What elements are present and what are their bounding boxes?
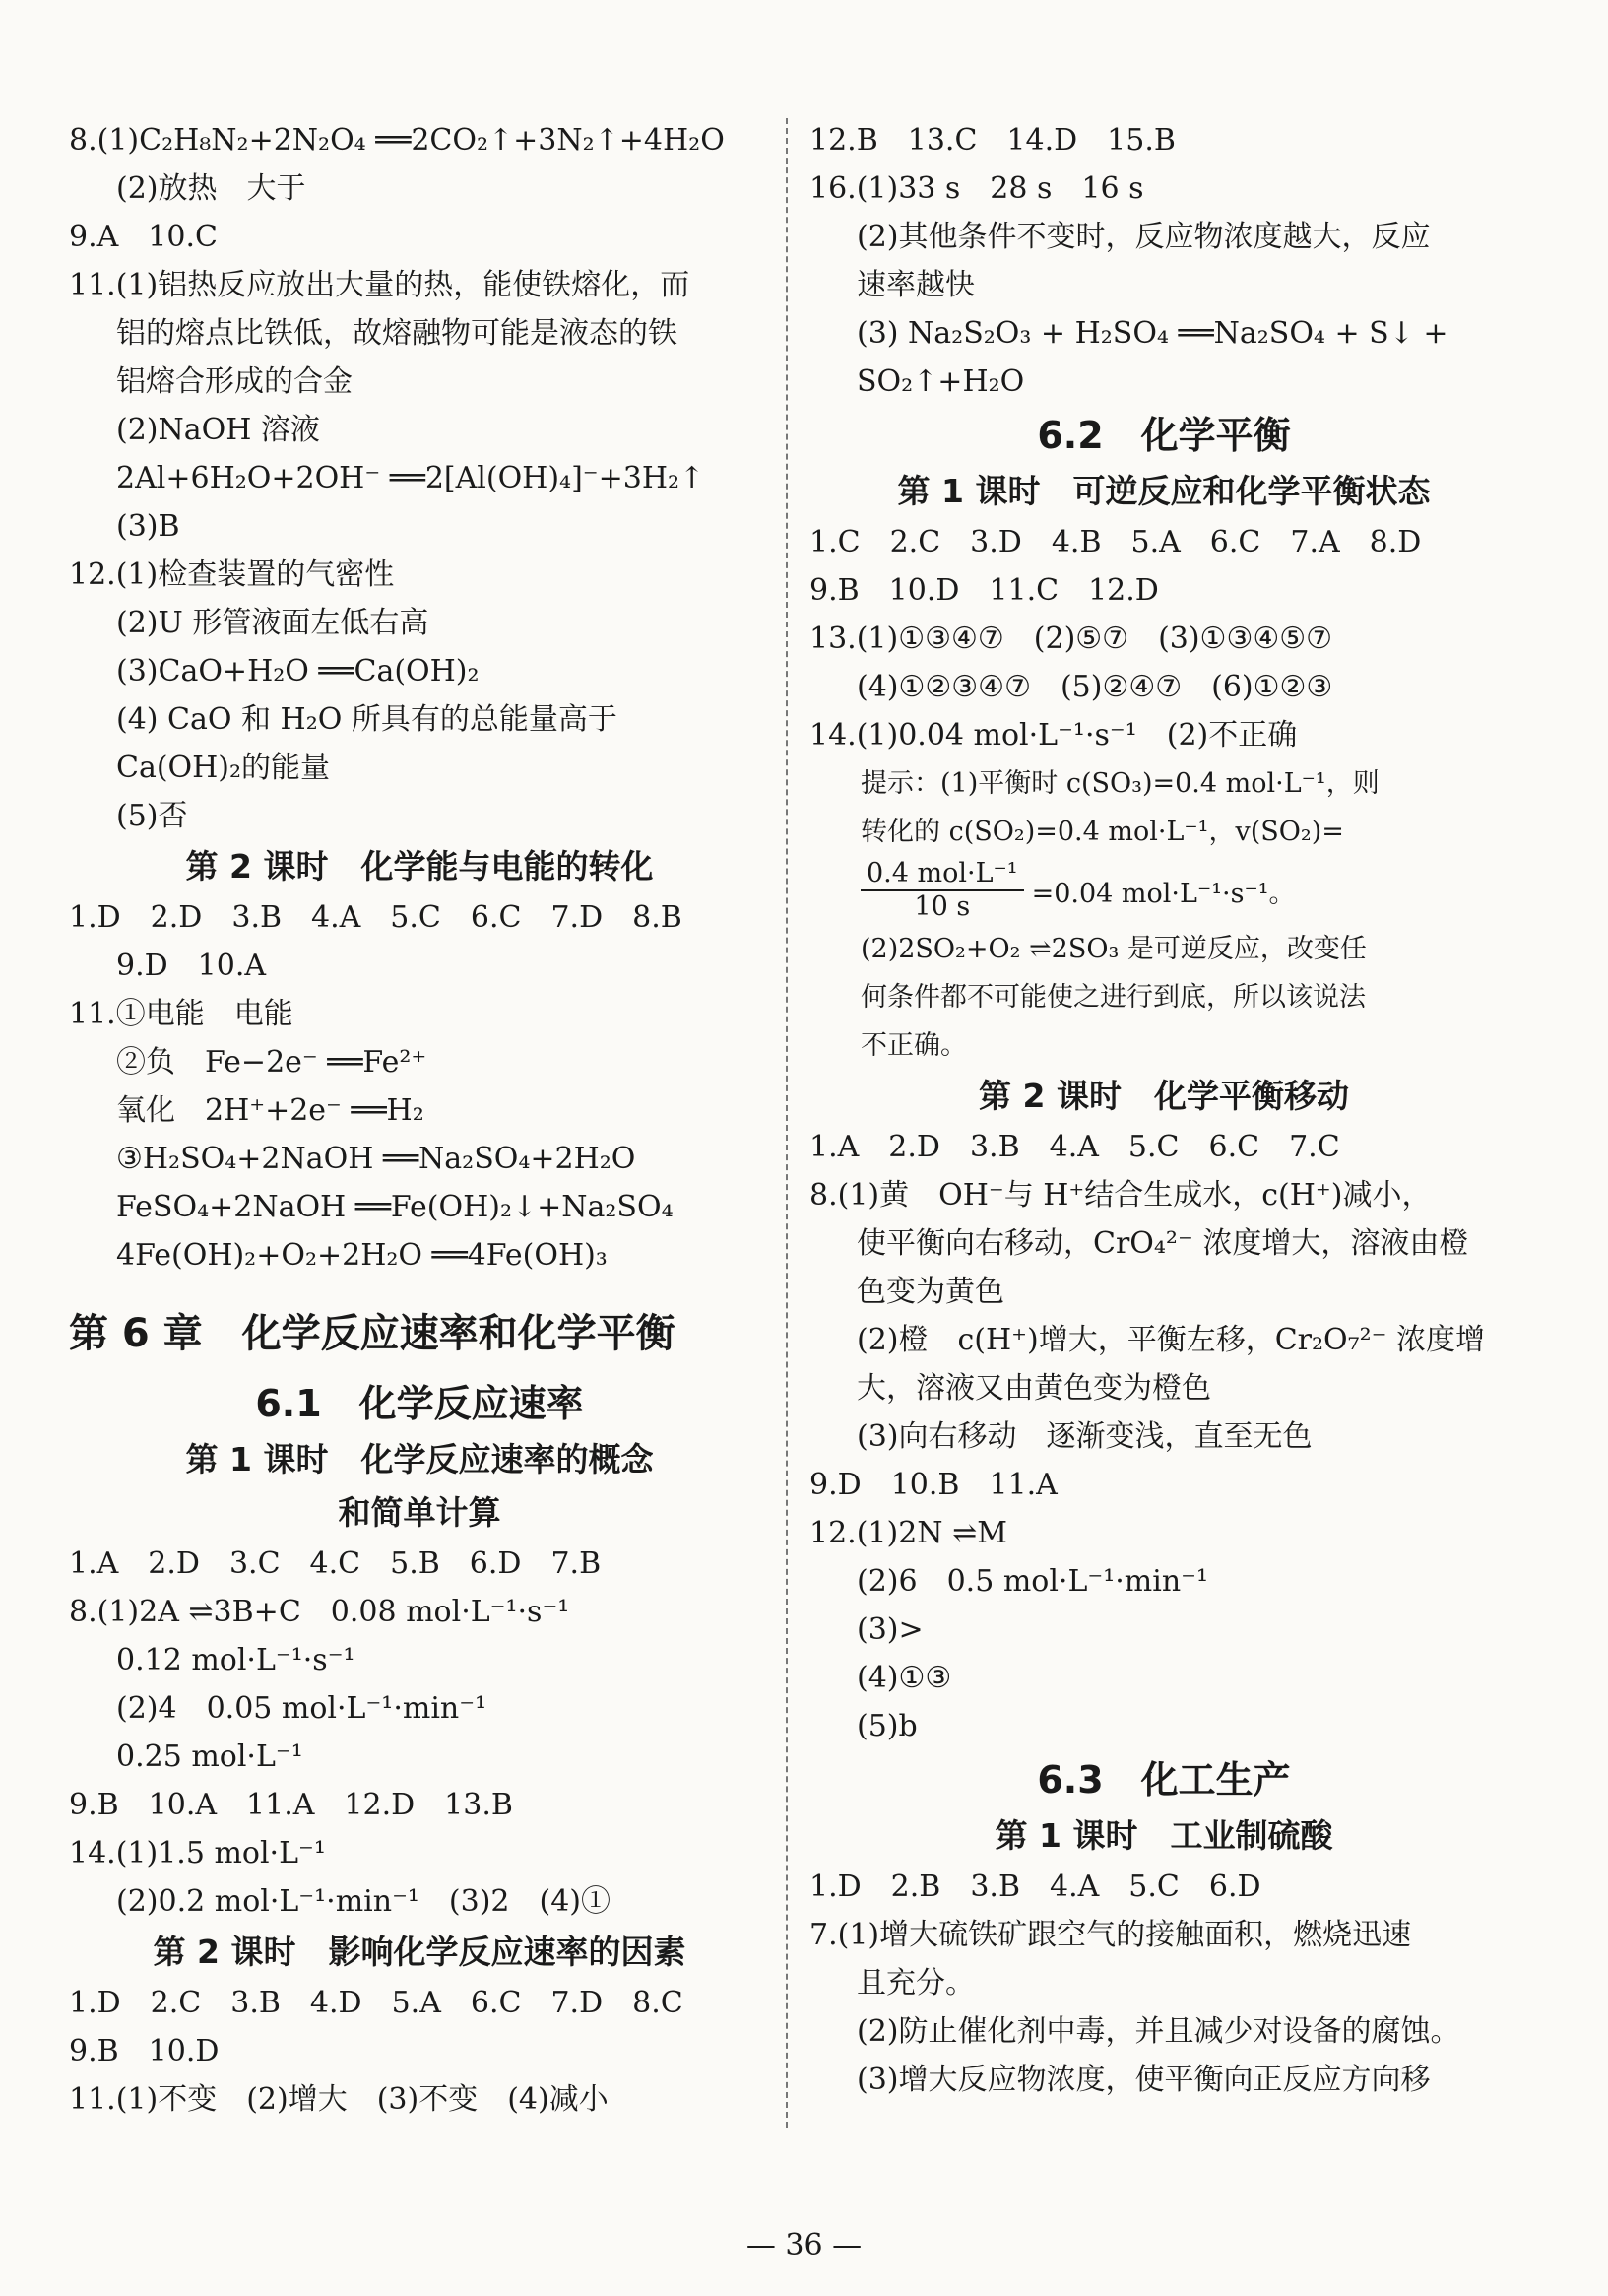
page-number: — 36 — <box>745 2228 863 2263</box>
answer-line: (3)CaO+H₂O ══Ca(OH)₂ <box>116 654 480 689</box>
answer-line: 12.(1)2N ⇌M <box>809 1516 1007 1550</box>
answer-line: 9.D 10.A <box>116 949 267 983</box>
answer-line: 11.①电能 电能 <box>69 997 293 1031</box>
section-heading: 6.2 化学平衡 <box>1037 414 1291 457</box>
answer-line: 9.D 10.B 11.A <box>809 1468 1058 1502</box>
answer-line: SO₂↑+H₂O <box>857 364 1025 399</box>
answer-line: 9.B 10.A 11.A 12.D 13.B <box>69 1788 513 1822</box>
answer-line: 12.(1)检查装置的气密性 <box>69 558 395 592</box>
answer-line: (4) CaO 和 H₂O 所具有的总能量高于 <box>116 702 617 737</box>
answer-line: 铝熔合形成的合金 <box>116 364 353 399</box>
lesson-heading: 第 2 课时 影响化学反应速率的因素 <box>153 1933 686 1971</box>
answer-line: 8.(1)C₂H₈N₂+2N₂O₄ ══2CO₂↑+3N₂↑+4H₂O <box>69 123 725 158</box>
hint-line: 转化的 c(SO₂)=0.4 mol·L⁻¹，v(SO₂)= <box>861 817 1344 847</box>
fraction-denominator: 10 s <box>914 891 971 922</box>
answer-line: 1.D 2.B 3.B 4.A 5.C 6.D <box>809 1870 1261 1904</box>
answer-line: (2)0.2 mol·L⁻¹·min⁻¹ (3)2 (4)① <box>116 1884 611 1919</box>
answer-line: 11.(1)不变 (2)增大 (3)不变 (4)减小 <box>69 2082 609 2117</box>
answer-line: (3) Na₂S₂O₃ + H₂SO₄ ══Na₂SO₄ + S↓ + <box>857 316 1448 351</box>
answer-line: ③H₂SO₄+2NaOH ══Na₂SO₄+2H₂O <box>116 1142 636 1176</box>
answer-line: 14.(1)0.04 mol·L⁻¹·s⁻¹ (2)不正确 <box>809 718 1298 753</box>
lesson-heading: 第 1 课时 化学反应速率的概念 <box>185 1440 654 1478</box>
answer-line: 0.12 mol·L⁻¹·s⁻¹ <box>116 1643 355 1677</box>
answer-line: 1.D 2.D 3.B 4.A 5.C 6.C 7.D 8.B <box>69 900 682 935</box>
fraction-numerator: 0.4 mol·L⁻¹ <box>861 858 1024 891</box>
answer-line: 0.25 mol·L⁻¹ <box>116 1739 303 1774</box>
answer-line: (4)①②③④⑦ (5)②④⑦ (6)①②③ <box>857 670 1333 704</box>
answer-line: (2)4 0.05 mol·L⁻¹·min⁻¹ <box>116 1691 487 1726</box>
answer-line: (2)放热 大于 <box>116 171 306 206</box>
answer-line: 色变为黄色 <box>857 1275 1004 1309</box>
answer-line: 13.(1)①③④⑦ (2)⑤⑦ (3)①③④⑤⑦ <box>809 622 1333 656</box>
section-heading: 6.3 化工生产 <box>1037 1758 1291 1802</box>
answer-line: (5)b <box>857 1709 918 1743</box>
answer-line: (2)NaOH 溶液 <box>116 413 320 447</box>
answer-line: 9.A 10.C <box>69 220 218 254</box>
answer-line: 14.(1)1.5 mol·L⁻¹ <box>69 1836 326 1870</box>
chapter-heading: 第 6 章 化学反应速率和化学平衡 <box>69 1311 675 1356</box>
answer-line: (2)其他条件不变时，反应物浓度越大，反应 <box>857 220 1431 254</box>
hint-line: 提示：(1)平衡时 c(SO₃)=0.4 mol·L⁻¹，则 <box>861 768 1380 799</box>
fraction <box>861 858 1024 923</box>
answer-line: 11.(1)铝热反应放出大量的热，能使铁熔化，而 <box>69 268 690 302</box>
lesson-heading: 和简单计算 <box>338 1493 501 1532</box>
fraction-line <box>861 856 1518 925</box>
left-column <box>69 116 770 2124</box>
fraction-result: =0.04 mol·L⁻¹·s⁻¹。 <box>1031 878 1296 909</box>
answer-line: (2)6 0.5 mol·L⁻¹·min⁻¹ <box>857 1564 1209 1599</box>
answer-line: (3)B <box>116 509 180 544</box>
answer-line: (2)防止催化剂中毒，并且减少对设备的腐蚀。 <box>857 2014 1460 2049</box>
answer-line: (4)①③ <box>857 1661 952 1695</box>
answer-line: 速率越快 <box>857 268 975 302</box>
hint-line: 何条件都不可能使之进行到底，所以该说法 <box>861 982 1366 1013</box>
answer-line: 大，溶液又由黄色变为橙色 <box>857 1371 1211 1406</box>
lesson-heading: 第 2 课时 化学平衡移动 <box>979 1077 1349 1115</box>
answer-line: 1.D 2.C 3.B 4.D 5.A 6.C 7.D 8.C <box>69 1986 683 2020</box>
section-heading: 6.1 化学反应速率 <box>255 1382 584 1425</box>
answer-line: (5)否 <box>116 799 188 833</box>
answer-line: 且充分。 <box>857 1966 975 2001</box>
answer-line: 铝的熔点比铁低，故熔融物可能是液态的铁 <box>116 316 677 351</box>
answer-line: (2)橙 c(H⁺)增大，平衡左移，Cr₂O₇²⁻ 浓度增 <box>857 1323 1486 1357</box>
answer-line: (3)增大反应物浓度，使平衡向正反应方向移 <box>857 2063 1431 2097</box>
column-divider <box>786 118 788 2128</box>
hint-line: 不正确。 <box>861 1030 967 1061</box>
answer-line: 7.(1)增大硫铁矿跟空气的接触面积，燃烧迅速 <box>809 1918 1412 1952</box>
answer-line: 16.(1)33 s 28 s 16 s <box>809 171 1144 206</box>
hint-line: (2)2SO₂+O₂ ⇌2SO₃ 是可逆反应，改变任 <box>861 934 1367 964</box>
lesson-heading: 第 1 课时 可逆反应和化学平衡状态 <box>897 472 1431 510</box>
answer-line: (3)> <box>857 1612 924 1647</box>
right-column <box>809 116 1518 2104</box>
answer-line: 8.(1)2A ⇌3B+C 0.08 mol·L⁻¹·s⁻¹ <box>69 1595 570 1629</box>
answer-line: Ca(OH)₂的能量 <box>116 751 331 785</box>
answer-line: 使平衡向右移动，CrO₄²⁻ 浓度增大，溶液由橙 <box>857 1226 1469 1261</box>
answer-line: (3)向右移动 逐渐变浅，直至无色 <box>857 1419 1313 1454</box>
answer-line: 1.A 2.D 3.C 4.C 5.B 6.D 7.B <box>69 1546 602 1581</box>
lesson-heading: 第 1 课时 工业制硫酸 <box>995 1816 1333 1855</box>
answer-line: 4Fe(OH)₂+O₂+2H₂O ══4Fe(OH)₃ <box>116 1238 608 1273</box>
answer-line: 9.B 10.D 11.C 12.D <box>809 573 1159 608</box>
answer-line: 1.C 2.C 3.D 4.B 5.A 6.C 7.A 8.D <box>809 525 1422 559</box>
answer-line: 8.(1)黄 OH⁻与 H⁺结合生成水，c(H⁺)减小， <box>809 1178 1432 1213</box>
answer-line: ②负 Fe−2e⁻ ══Fe²⁺ <box>116 1045 427 1080</box>
answer-line: 9.B 10.D <box>69 2034 220 2068</box>
answer-line: (2)U 形管液面左低右高 <box>116 606 429 640</box>
lesson-heading: 第 2 课时 化学能与电能的转化 <box>185 847 654 886</box>
answer-line: 1.A 2.D 3.B 4.A 5.C 6.C 7.C <box>809 1130 1340 1164</box>
answer-line: FeSO₄+2NaOH ══Fe(OH)₂↓+Na₂SO₄ <box>116 1190 674 1224</box>
answer-line: 2Al+6H₂O+2OH⁻ ══2[Al(OH)₄]⁻+3H₂↑ <box>116 461 705 495</box>
answer-line: 12.B 13.C 14.D 15.B <box>809 123 1176 158</box>
answer-line: 氧化 2H⁺+2e⁻ ══H₂ <box>116 1093 424 1128</box>
